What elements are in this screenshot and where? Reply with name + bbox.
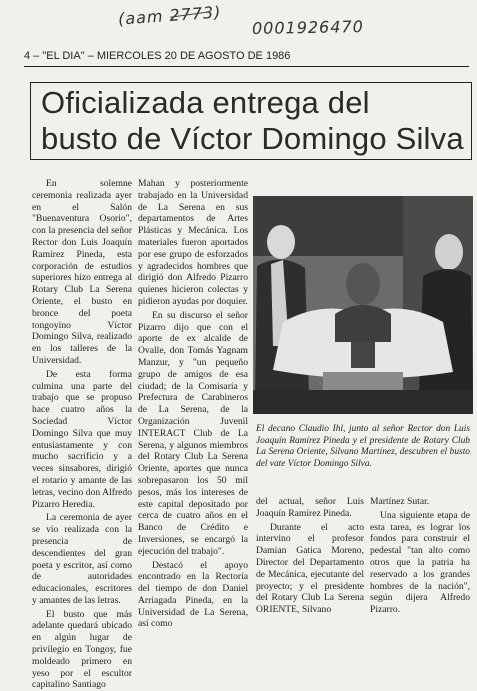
paragraph: Martínez Sutar.: [370, 496, 430, 507]
article-column-4: [370, 496, 470, 616]
headline-box: [30, 82, 472, 160]
photo-caption: El decano Claudio Ihl, junto al señor Rector don Luis Joaquín Ramírez Pineda y el presidente de Rotary Club La Serena Oriente, Silvano Martínez, descubren el busto del vate Víctor Domingo Silva.: [256, 424, 470, 469]
headline-line-2: busto de Víctor Domingo Silva: [41, 121, 464, 156]
paragraph: Destacó el apoyo encontrado en la Rectoría del tiempo de don Daniel Arriagada Pineda, en la Universidad de La Serena, así como: [138, 559, 248, 630]
headline: [41, 85, 464, 157]
handwritten-archive-note: (aam 2773): [117, 2, 223, 29]
paragraph: De esta forma culmina una parte del trabajo que se propuso hace cuatro años la Sociedad Víctor Domingo Silva que muy entusiastamente y con mucho sacrificio y a veces sinsabores, dirigió el rotario y amante de las letras, vecino don Alfredo Pizarro Heredia.: [32, 368, 132, 510]
page-header: 4 – "EL DIA" – MIERCOLES 20 DE AGOSTO DE 1986: [24, 50, 291, 62]
article-column-1: [32, 178, 132, 691]
paragraph: Mahan y posteriormente trabajado en la Universidad de La Serena en sus departamentos de Artes Plásticas y Mecánica. Los materiales fueron aportados por ese grupo de esforzados y agradecidos hombres que dirigió don Alfredo Pizarro quienes hicieron colectas y pidieron ayudas por doquier.: [138, 178, 248, 307]
article-column-2: [138, 178, 248, 630]
paragraph: El busto que más adelante quedará ubicado en algún lugar de privilegio en Tongoy, fue moldeado primero en yeso por el escultor capitalino Santiago: [32, 608, 132, 691]
paragraph: Durante el acto intervino el profesor Damian Gatica Moreno, Director del Departamento de Mecánica, ejecutante del proyecto; y el presidente del Rotary Club La Serena ORIENTE, Silvano: [256, 521, 364, 616]
headline-line-1: Oficializada entrega del: [41, 85, 370, 120]
header-rule: [24, 66, 469, 67]
paragraph: En su discurso el señor Pizarro dijo que con el aporte de ex alcalde de Ovalle, don Tomás Yagnam Manzur, y "un pequeño grupo de amigos de esa ciudad; de la Comisaría y Prefectura de Carabineros de La Serena, de la Organización Juvenil INTERACT Club de La Serena, y algunos miembros del Rotary Club La Serena Oriente, aportes que nunca sobrepasaron los 50 mil pesos, más los intereses de este capital depositado por cerca de cuatro años en el Banco de Crédito e Inversiones, se encargó la ejecución del trabajo".: [138, 309, 248, 557]
paragraph: La ceremonia de ayer se vio realizada con la presencia de descendientes del gran poeta y escritor, así como de autoridades educacionales, escritores y amantes de las letras.: [32, 512, 132, 606]
news-photo-bust-unveiling: [253, 196, 473, 414]
article-column-3: [256, 496, 364, 616]
paragraph: En solemne ceremonia realizada ayer en el Salón "Buenaventura Osorio", con la presencia del señor Rector don Luis Joaquín Ramírez Pineda, esta corporación de estudios superiores hizo entrega al Rotary Club La Serena Oriente, el busto en bronce del poeta tongoyino Víctor Domingo Silva, realizado en los talleres de la Universidad.: [32, 178, 132, 366]
paragraph: del actual, señor Luis Joaquín Ramírez Pineda.: [256, 496, 364, 519]
handwritten-catalog-number: 0001926470: [251, 17, 364, 38]
paragraph: Una siguiente etapa de esta tarea, es lograr los fondos para construir el pedestal "tan alto como otros que la patria ha reservado a los grandes hombres de la nación", según dijera Alfredo Pizarro.: [370, 509, 470, 616]
